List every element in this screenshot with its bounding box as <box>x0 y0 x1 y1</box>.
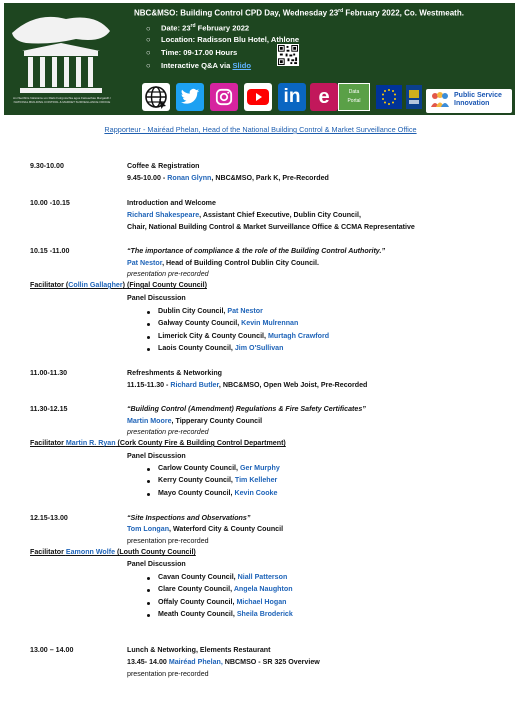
facilitator-line: Facilitator (Collin Gallagher) (Fingal County Council) <box>30 281 207 289</box>
speaker-name[interactable]: Richard Shakespeare <box>127 211 200 219</box>
bullet <box>147 602 150 605</box>
logo-caption: An tSeirbhís Náisiúnta um Rialú Foirgníochta agus Faireachas Margaidh / NATIONAL BUILDING CONTROL & MARKET SURVEILLANCE OFFICE <box>13 96 111 104</box>
session-detail: 13.45- 14.00 Mairéad Phelan, NBCMSO - SR 325 Overview <box>127 658 320 666</box>
speaker-name[interactable]: Tom Longan <box>127 525 170 533</box>
qr-code-icon[interactable] <box>277 44 299 66</box>
panel-member: Galway County Council, Kevin Mulrennan <box>158 319 299 327</box>
bullet <box>147 336 150 339</box>
facilitator-line: Facilitator Eamonn Wolfe (Louth County Council) <box>30 548 196 556</box>
session-time: 10.00 -10.15 <box>30 199 70 207</box>
bullet <box>147 493 150 496</box>
panel-member: Laois County Council, Jim O'Sullivan <box>158 344 284 352</box>
panelist-name[interactable]: Tim Kelleher <box>234 476 278 484</box>
session-detail: 11.15-11.30 - Richard Butler, NBC&MSO, Open Web Joist, Pre-Recorded <box>127 381 368 389</box>
speaker-role: Chair, National Building Control & Market Surveillance Office & CCMA Representative <box>127 223 415 231</box>
eu-flag-icon <box>376 85 402 109</box>
e-icon[interactable]: e <box>310 83 338 111</box>
speaker-name[interactable]: Ronan Glynn <box>167 174 212 182</box>
bullet <box>147 614 150 617</box>
panel-member: Kerry County Council, Tim Kelleher <box>158 476 278 484</box>
bullet <box>147 348 150 351</box>
event-banner <box>4 3 515 115</box>
data-portal-label-1: Data <box>348 89 360 95</box>
speaker-line: Pat Nestor, Head of Building Control Dublin City Council. <box>127 259 319 267</box>
session-title: “Site Inspections and Observations” <box>127 514 251 522</box>
youtube-icon[interactable] <box>244 83 272 111</box>
twitter-icon[interactable] <box>176 83 204 111</box>
facilitator-line: Facilitator Martin R. Ryan (Cork County Fire & Building Control Department) <box>30 439 286 447</box>
bullet <box>147 589 150 592</box>
psi-label-1: Public Service <box>454 92 502 99</box>
panel-title: Panel Discussion <box>127 294 186 302</box>
session-time: 11.30-12.15 <box>30 405 68 413</box>
presentation-note: presentation pre-recorded <box>127 537 209 545</box>
panel-member: Clare County Council, Angela Naughton <box>158 585 293 593</box>
facilitator-name[interactable]: Eamonn Wolfe <box>65 548 116 556</box>
session-detail: 9.45-10.00 - Ronan Glynn, NBC&MSO, Park K, Pre-Recorded <box>127 174 329 182</box>
panelist-name[interactable]: Pat Nestor <box>227 307 263 315</box>
session-time: 11.00-11.30 <box>30 369 68 377</box>
linkedin-icon[interactable]: in <box>278 83 306 111</box>
panelist-name[interactable]: Murtagh Crawford <box>267 332 330 340</box>
bullet <box>147 577 150 580</box>
psi-label <box>454 92 502 108</box>
speaker-name[interactable]: Mairéad Phelan, <box>168 658 223 666</box>
presentation-note: presentation pre-recorded <box>127 428 209 436</box>
bullet <box>147 480 150 483</box>
panelist-name[interactable]: Jim O'Sullivan <box>234 344 284 352</box>
event-qa: ○ Interactive Q&A via Slido <box>146 61 252 70</box>
speaker-name[interactable]: Martin Moore <box>127 417 172 425</box>
event-time: ○ Time: 09-17.00 Hours <box>146 48 238 57</box>
speaker-line: Richard Shakespeare, Assistant Chief Executive, Dublin City Council, <box>127 211 361 219</box>
speaker-line: Martin Moore, Tipperary County Council <box>127 417 263 425</box>
panel-member: Offaly County Council, Michael Hogan <box>158 598 287 606</box>
panelist-name[interactable]: Ger Murphy <box>239 464 280 472</box>
session-time: 13.00 – 14.00 <box>30 646 74 654</box>
bullet <box>147 468 150 471</box>
speaker-name[interactable]: Pat Nestor <box>127 259 163 267</box>
globe-icon[interactable] <box>142 83 170 111</box>
instagram-icon[interactable] <box>210 83 238 111</box>
panelist-name[interactable]: Angela Naughton <box>233 585 293 593</box>
panel-member: Cavan County Council, Niall Patterson <box>158 573 288 581</box>
session-title: Introduction and Welcome <box>127 199 216 207</box>
session-title: “The importance of compliance & the role of the Building Control Authority.” <box>127 247 386 255</box>
session-title: Lunch & Networking, Elements Restaurant <box>127 646 271 654</box>
bullet <box>147 311 150 314</box>
nbcmso-logo <box>6 9 116 105</box>
data-portal-button[interactable] <box>338 83 370 111</box>
panel-member: Limerick City & County Council, Murtagh Crawford <box>158 332 330 340</box>
speaker-line: Tom Longan, Waterford City & County Council <box>127 525 284 533</box>
data-portal-label-2: Portal <box>347 98 361 104</box>
panel-member: Dublin City Council, Pat Nestor <box>158 307 263 315</box>
public-service-innovation-logo <box>426 89 512 113</box>
facilitator-name[interactable]: Martin R. Ryan <box>65 439 116 447</box>
session-time: 9.30-10.00 <box>30 162 64 170</box>
session-title: Coffee & Registration <box>127 162 200 170</box>
panelist-name[interactable]: Kevin Cooke <box>234 489 278 497</box>
speaker-name[interactable]: Richard Butler <box>170 381 219 389</box>
session-title: Refreshments & Networking <box>127 369 222 377</box>
event-location: ○ Location: Radisson Blu Hotel, Athlone <box>146 35 300 44</box>
panel-member: Carlow County Council, Ger Murphy <box>158 464 280 472</box>
facilitator-name[interactable]: Collin Gallagher <box>68 281 123 289</box>
event-title: NBC&MSO: Building Control CPD Day, Wednesday 23rd February 2022, Co. Westmeath. <box>134 8 464 18</box>
session-time: 12.15-13.00 <box>30 514 68 522</box>
psi-label-2: Innovation <box>454 100 490 107</box>
panelist-name[interactable]: Sheila Broderick <box>236 610 293 618</box>
session-time: 10.15 -11.00 <box>30 247 70 255</box>
presentation-note: presentation pre-recorded <box>127 270 209 278</box>
session-title: “Building Control (Amendment) Regulations & Fire Safety Certificates” <box>127 405 366 413</box>
panel-member: Mayo County Council, Kevin Cooke <box>158 489 278 497</box>
panel-title: Panel Discussion <box>127 560 186 568</box>
presentation-note: presentation pre-recorded <box>127 670 209 678</box>
rapporteur-line[interactable]: Rapporteur - Mairéad Phelan, Head of the National Building Control & Market Surveillance Office <box>104 125 417 134</box>
bullet <box>147 323 150 326</box>
panel-title: Panel Discussion <box>127 452 186 460</box>
panelist-name[interactable]: Michael Hogan <box>236 598 287 606</box>
eu-emblem-icon <box>406 85 422 109</box>
slido-link[interactable]: Slido <box>232 61 252 70</box>
panel-member: Meath County Council, Sheila Broderick <box>158 610 293 618</box>
panelist-name[interactable]: Kevin Mulrennan <box>241 319 299 327</box>
panelist-name[interactable]: Niall Patterson <box>237 573 288 581</box>
people-icon <box>429 91 451 111</box>
event-date: ○ Date: 23rd February 2022 <box>146 23 250 33</box>
